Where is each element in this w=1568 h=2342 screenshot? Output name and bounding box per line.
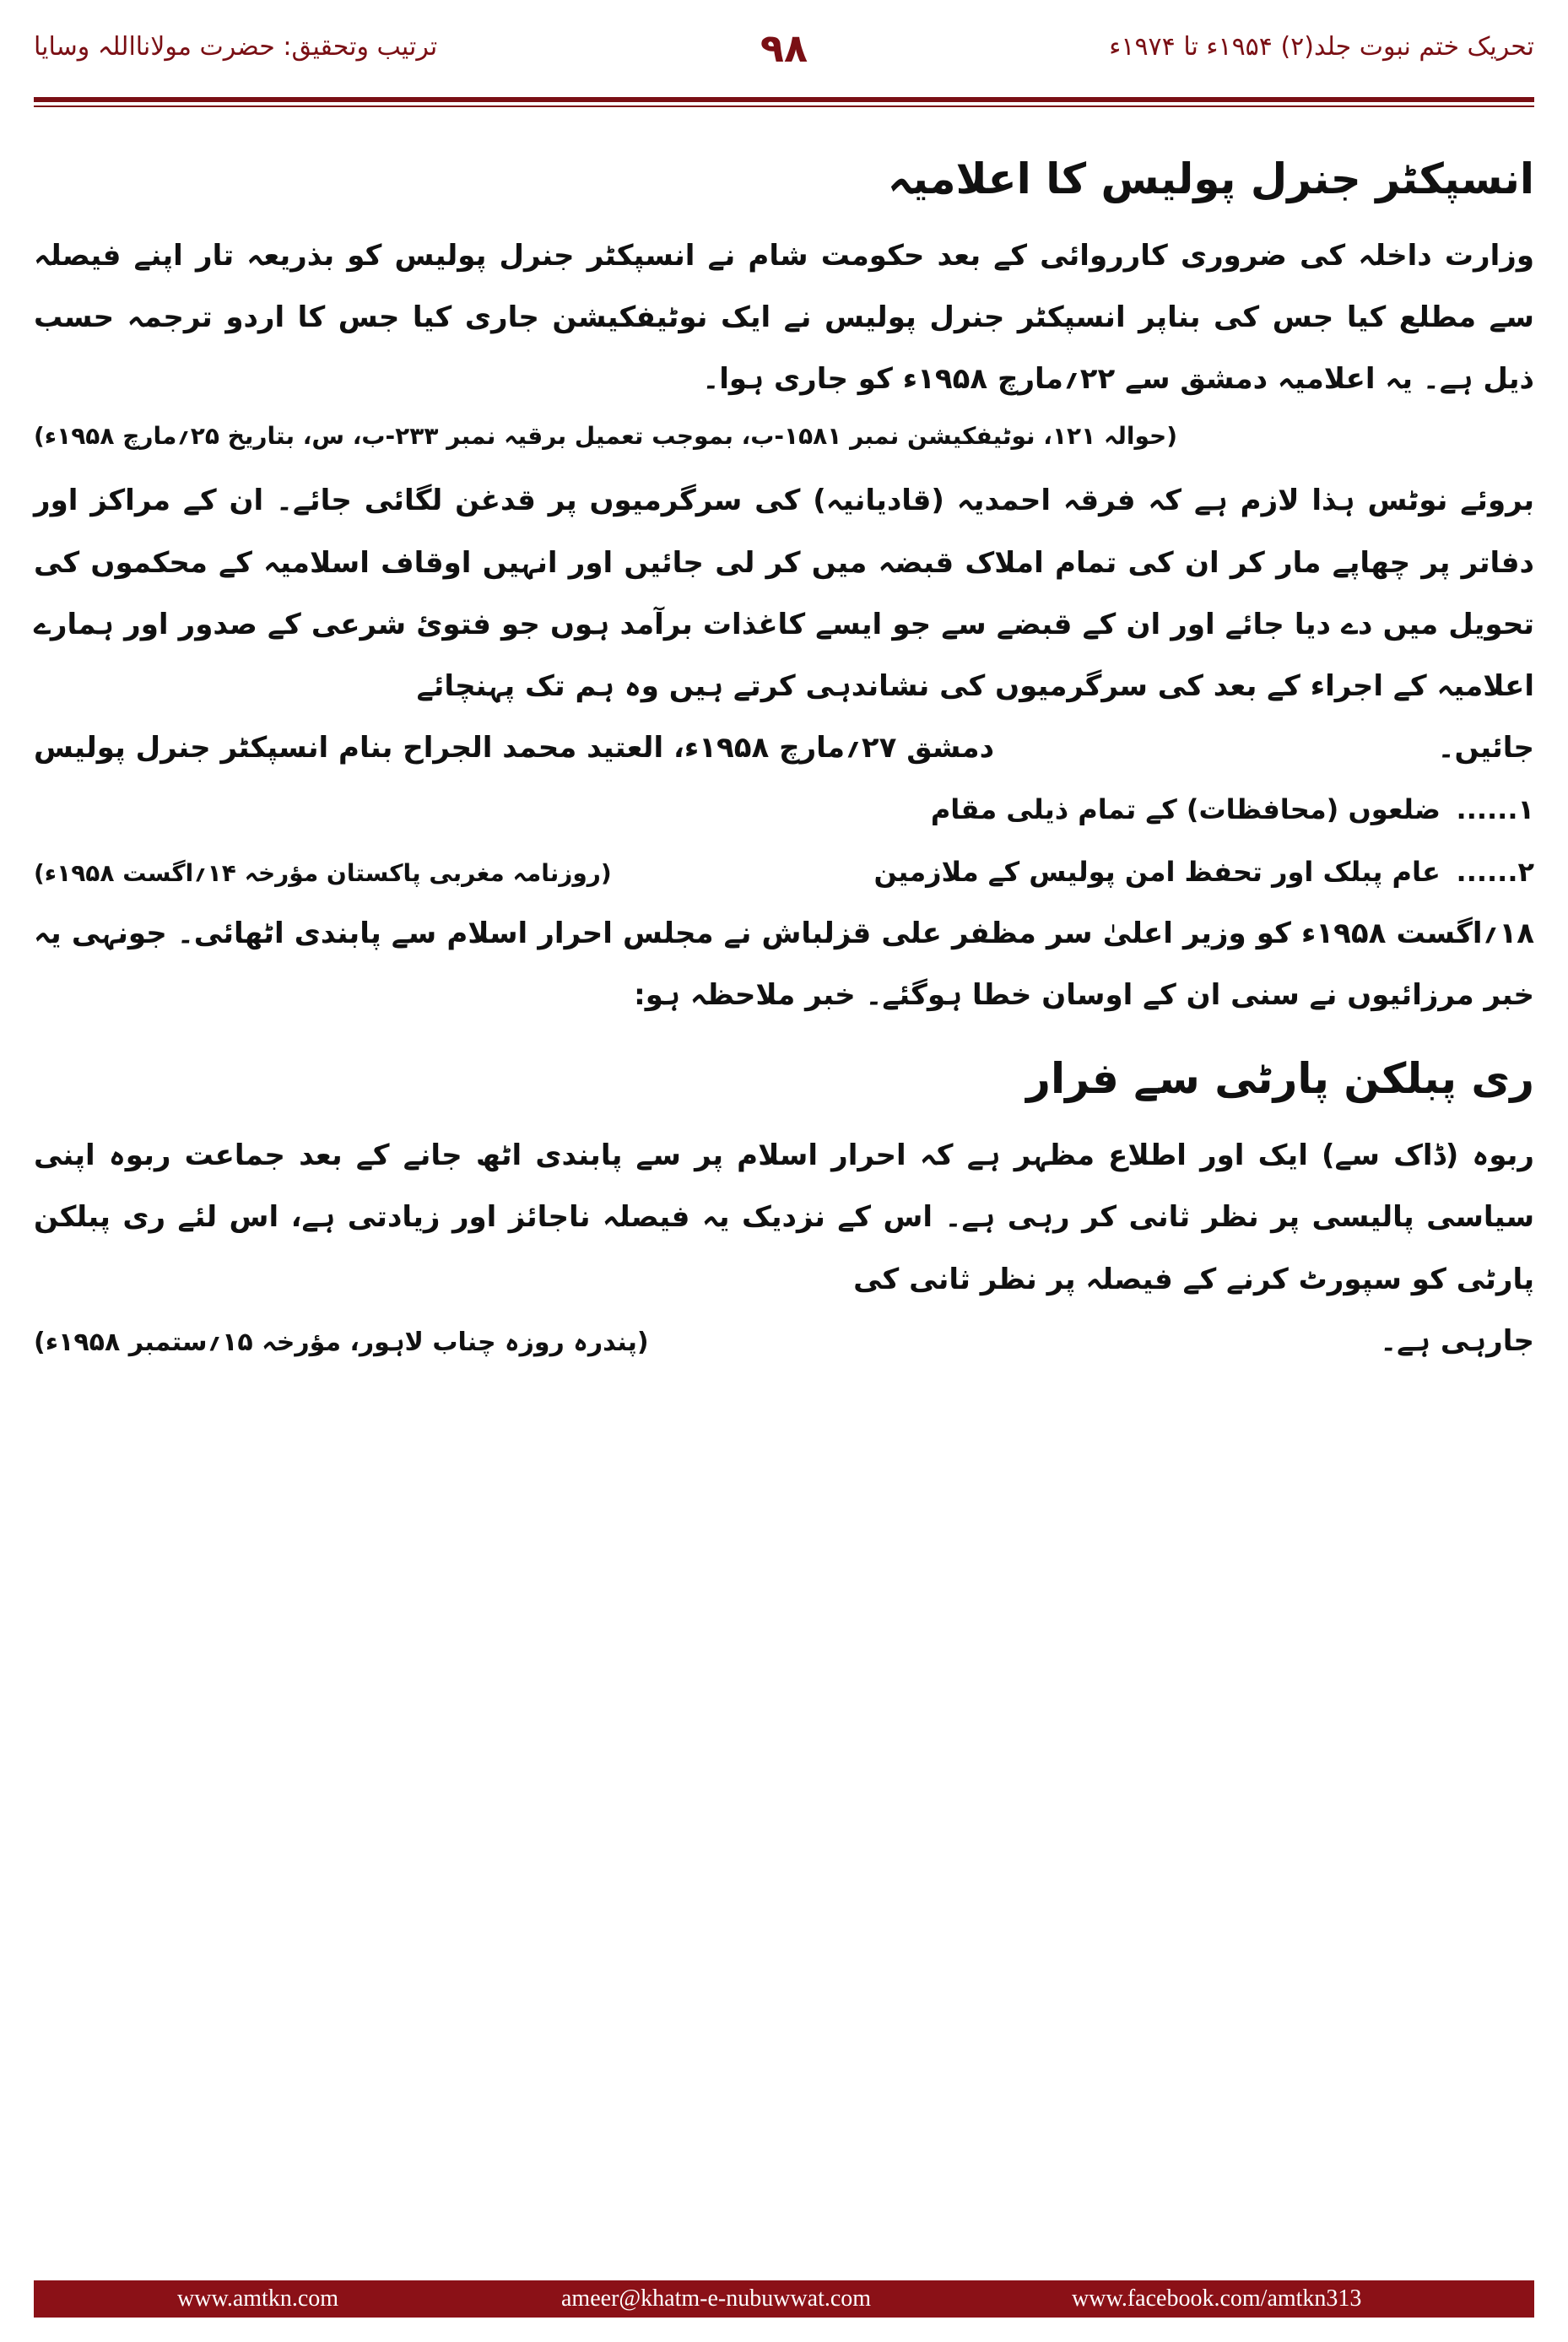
list-item [34,841,1534,904]
rabwah-end: جارہی ہے۔ [1380,1323,1534,1358]
email-link[interactable]: ameer@khatm-e-nubuwwat.com [561,2285,872,2312]
page-content [34,127,1534,1372]
book-title: تحریک ختم نبوت جلد(۲) ۱۹۵۴ء تا ۱۹۷۴ء [1109,32,1534,62]
facebook-link[interactable]: www.facebook.com/amtkn313 [1072,2285,1362,2312]
list-item-text: عام پبلک اور تحفظ امن پولیس کے ملازمین [873,855,1441,888]
website-link[interactable]: www.amtkn.com [177,2285,339,2312]
notice-end: جائیں۔ [1437,730,1534,765]
rabwah-closing-line [34,1311,1534,1372]
closing-paragraph: ۱۸؍اگست ۱۹۵۸ء کو وزیر اعلیٰ سر مظفر علی قزلباش نے مجلس احرار اسلام سے پابندی اٹھائی۔ جونہی یہ خبر مرزائیوں نے سنی ان کے اوسان خطا ہوگئے۔ خبر ملاحظہ ہو: [34,917,1534,1013]
notice-closing-line [34,717,1534,779]
list-item-number: ۱...... [1456,792,1534,825]
header-divider-thin [34,105,1534,107]
notice-paragraph: بروئے نوٹس ہذا لازم ہے کہ فرقہ احمدیہ (قادیانیہ) کی سرگرمیوں پر قدغن لگائی جائے۔ ان کے مراکز اور دفاتر پر چھاپے مار کر ان کی تمام املاک قبضہ میں کر لی جائیں اور انہیں اوقاف اسلامیہ کے محکموں کی تحویل میں دے دیا جائے اور ان کے قبضے سے جو ایسے کاغذات برآمد ہوں جو فتوئ شرعی کے صدور اور ہمارے اعلامیہ کے اجراء کے بعد کی سرگرمیوں کی نشاندہی کرتے ہیں وہ ہم تک پہنچائے [34,484,1534,703]
list-item [34,779,1534,841]
notification-reference: (حوالہ ۱۲۱، نوٹیفکیشن نمبر ۱۵۸۱-ب، بموجب تعمیل برقیہ نمبر ۲۳۳-ب، س، بتاریخ ۲۵؍مارچ ۱۹۵۸ء) [34,422,1178,451]
page-header [34,25,1534,76]
rabwah-paragraph: ربوہ (ڈاک سے) ایک اور اطلاع مظہر ہے کہ احرار اسلام پر سے پابندی اٹھ جانے کے بعد جماعت ربوہ اپنی سیاسی پالیسی پر نظر ثانی کر رہی ہے۔ اس کے نزدیک یہ فیصلہ ناجائز اور زیادتی ہے، اس لئے ری پبلکن پارٹی کو سپورٹ کرنے کے فیصلہ پر نظر ثانی کی [34,1139,1534,1296]
page-number: ۹۸ [760,25,808,71]
rabwah-source: (پندرہ روزہ چناب لاہور، مؤرخہ ۱۵؍ستمبر ۱۹۵۸ء) [34,1327,649,1357]
page-footer [34,2280,1534,2318]
compiler-credit: ترتیب وتحقیق: حضرت مولانااللہ وسایا [34,32,438,62]
section-heading-ig-police: انسپکٹر جنرل پولیس کا اعلامیہ [887,154,1534,203]
list-item-number: ۲...... [1456,855,1534,888]
intro-paragraph: وزارت داخلہ کی ضروری کارروائی کے بعد حکومت شام نے انسپکٹر جنرل پولیس کو بذریعہ تار اپنے فیصلہ سے مطلع کیا جس کی بناپر انسپکٹر جنرل پولیس نے ایک نوٹیفکیشن جاری کیا جس کا اردو ترجمہ حسب ذیل ہے۔ یہ اعلامیہ دمشق سے ۲۲؍مارچ ۱۹۵۸ء کو جاری ہوا۔ [34,239,1534,397]
list-item-text: ضلعوں (محافظات) کے تمام ذیلی مقام [930,792,1441,825]
section-heading-republican-party: ری پبلکن پارٹی سے فرار [1026,1054,1534,1104]
signature: دمشق ۲۷؍مارچ ۱۹۵۸ء، العتید محمد الجراح بنام انسپکٹر جنرل پولیس [34,730,995,765]
list-item-source: (روزنامہ مغربی پاکستان مؤرخہ ۱۴؍اگست ۱۹۵۸ء) [34,858,612,887]
header-divider-thick [34,97,1534,102]
